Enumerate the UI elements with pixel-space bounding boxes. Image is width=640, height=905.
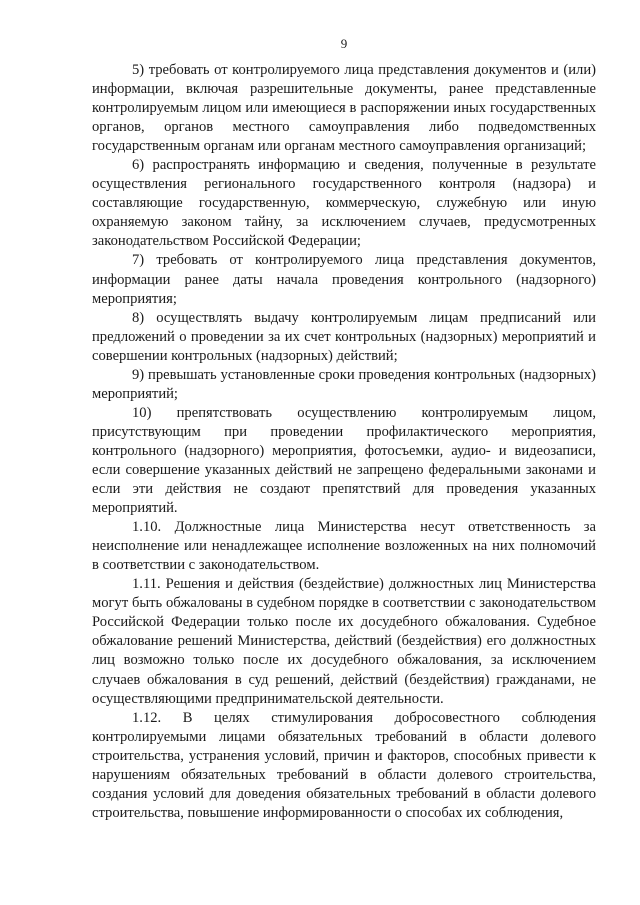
- paragraph-item-6: 6) распространять информацию и сведения, полученные в результате осуществления регионального государственного контроля (надзора) и составляющие государственную, коммерческую, служебную или иную охраняемую законом тайну, за исключением случаев, предусмотренных законодательством Российской Федерации;: [92, 157, 596, 250]
- paragraph-item-7: 7) требовать от контролируемого лица представления документов, информации ранее даты начала проведения контрольного (надзорного) мероприятия;: [92, 252, 596, 307]
- paragraph-item-5: 5) требовать от контролируемого лица представления документов и (или) информации, включая разрешительные документы, ранее представленные контролируемым лицом или имеющиеся в распоряжении иных государственных органов, органов местного самоуправления либо подведомственных государственным органам или органам местного самоуправления организаций;: [92, 62, 596, 155]
- paragraph-item-8: 8) осуществлять выдачу контролируемым лицам предписаний или предложений о проведении за их счет контрольных (надзорных) мероприятий и совершении контрольных (надзорных) действий;: [92, 309, 596, 364]
- paragraph-section-1-10: 1.10. Должностные лица Министерства несут ответственность за неисполнение или ненадлежащее исполнение возложенных на них полномочий в соответствии с законодательством.: [92, 519, 596, 574]
- paragraph-item-9: 9) превышать установленные сроки проведения контрольных (надзорных) мероприятий;: [92, 366, 596, 402]
- paragraph-item-10: 10) препятствовать осуществлению контролируемым лицом, присутствующим при проведении профилактического мероприятия, контрольного (надзорного) мероприятия, фотосъемки, аудио- и видеозаписи, если совершение указанных действий не запрещено федеральными законами и если эти действия не создают препятствий для проведения указанных мероприятий.: [92, 404, 596, 517]
- paragraph-section-1-12: 1.12. В целях стимулирования добросовестного соблюдения контролируемыми лицами обязательных требований в области долевого строительства, устранения условий, причин и факторов, способных привести к нарушениям обязательных требований в области долевого строительства, создания условий для доведения обязательных требований в области долевого строительства, повышение информированности о способах их соблюдения,: [92, 709, 596, 821]
- page-number: 9: [340, 36, 348, 51]
- paragraph-section-1-11: 1.11. Решения и действия (бездействие) должностных лиц Министерства могут быть обжалованы в судебном порядке в соответствии с законодательством Российской Федерации только после их досудебного обжалования. Судебное обжалование решений Министерства, действий (бездействия) его должностных лиц возможно только после их досудебного обжалования, за исключением случаев обжалования в суд решений, действий (бездействия) гражданами, не осуществляющими предпринимательской деятельности.: [92, 576, 596, 707]
